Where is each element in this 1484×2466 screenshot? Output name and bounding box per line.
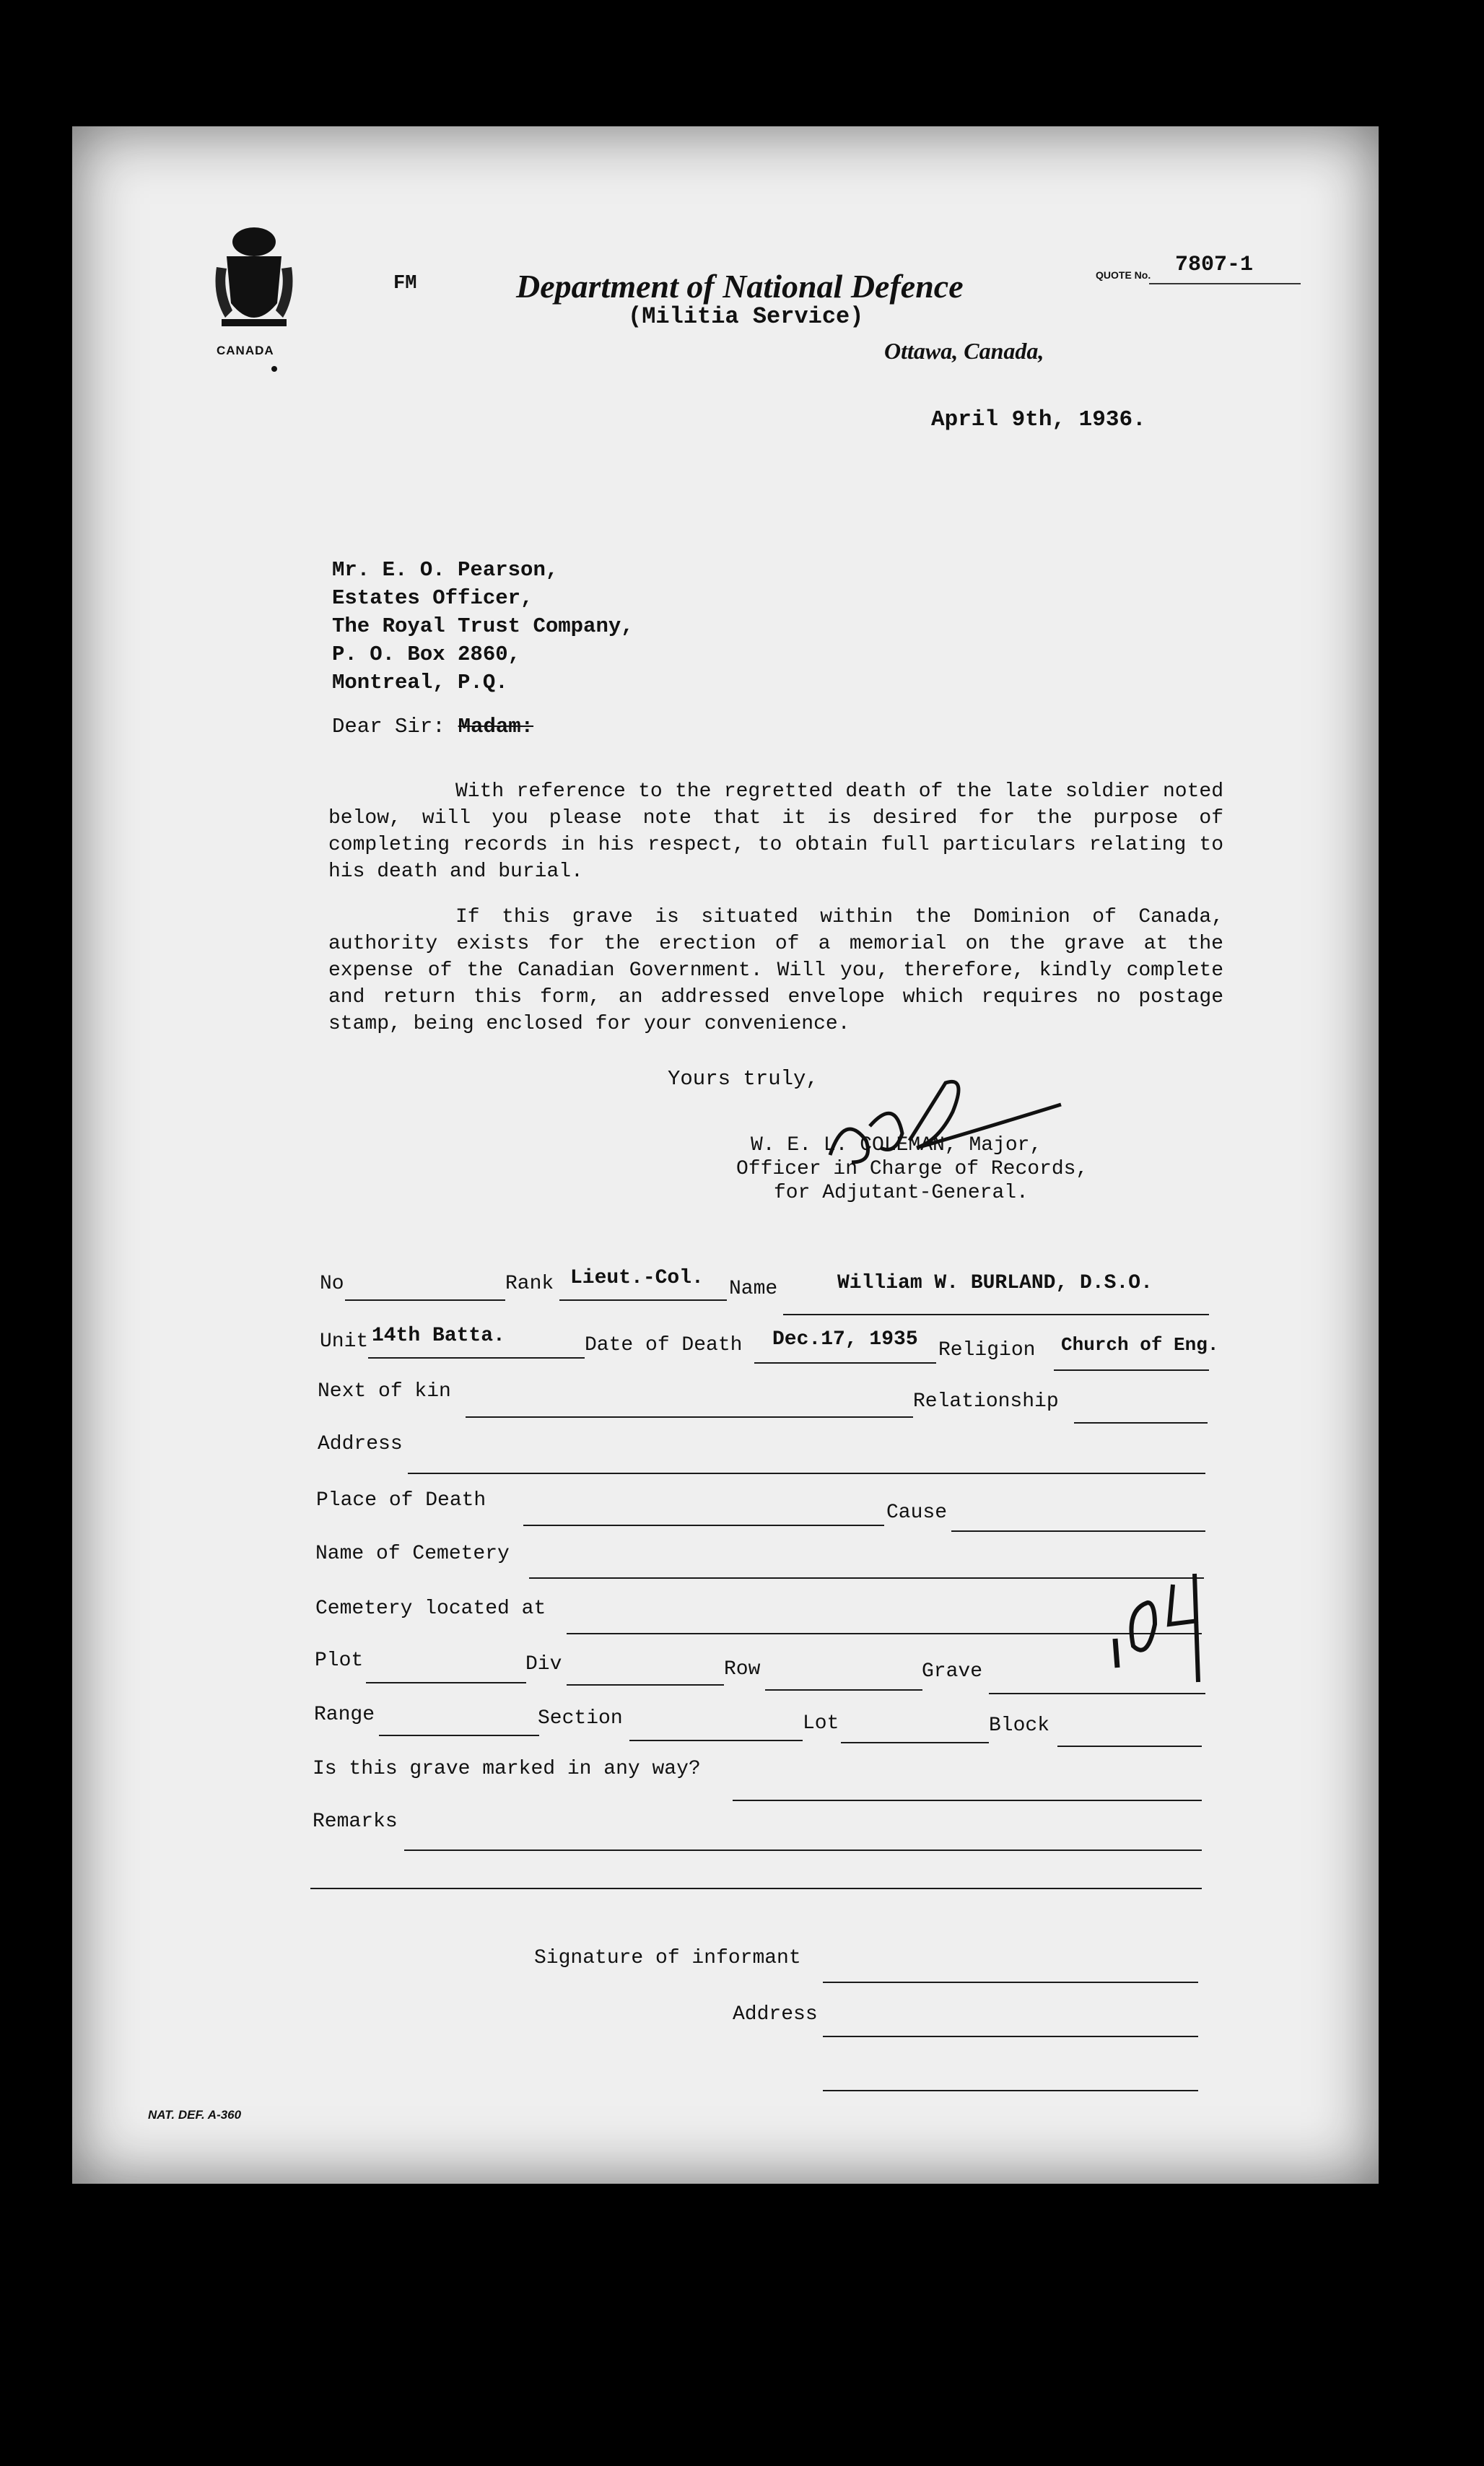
signatory-line: Officer in Charge of Records,	[736, 1158, 1088, 1180]
next-of-kin-label: Next of kin	[318, 1380, 451, 1403]
signatory-line: for Adjutant-General.	[774, 1182, 1029, 1204]
remarks-label: Remarks	[313, 1811, 398, 1833]
grave-field[interactable]	[989, 1693, 1205, 1694]
div-field[interactable]	[567, 1684, 724, 1686]
row-label: Row	[724, 1658, 761, 1681]
name-field[interactable]	[783, 1314, 1209, 1315]
informant-signature-field[interactable]	[823, 1982, 1198, 1983]
religion-field[interactable]	[1054, 1369, 1209, 1371]
lot-label: Lot	[803, 1712, 839, 1735]
crest-label: CANADA	[217, 344, 274, 357]
paragraph-2-text: If this grave is situated within the Dominion of Canada, authority exists for the erection of a memorial on the grave at the expense of the Canadian Government. Will you, therefore, kindly complete and return this form, an addressed envelope which requires no postage stamp, being enclosed for your convenience.	[328, 906, 1223, 1035]
crest-dot	[271, 366, 277, 372]
address-label: Address	[318, 1433, 403, 1455]
quote-number: 7807-1	[1175, 253, 1254, 277]
service-subtitle: (Militia Service)	[628, 303, 864, 330]
recipient-line: Montreal, P.Q.	[332, 671, 508, 694]
letter-city: Ottawa, Canada,	[884, 338, 1044, 364]
informant-address-field[interactable]	[823, 2036, 1198, 2037]
no-label: No	[320, 1273, 344, 1295]
plot-field[interactable]	[366, 1682, 526, 1683]
section-label: Section	[538, 1707, 623, 1730]
next-of-kin-field[interactable]	[466, 1416, 913, 1418]
body-paragraph-1	[328, 778, 1223, 885]
closing: Yours truly,	[668, 1067, 819, 1091]
no-field[interactable]	[345, 1299, 505, 1301]
salutation	[332, 715, 533, 739]
department-title: Department of National Defence	[516, 268, 964, 305]
cause-field[interactable]	[951, 1530, 1205, 1532]
cause-label: Cause	[886, 1502, 948, 1524]
paragraph-1-text: With reference to the regretted death of the late soldier noted below, will you please note that it is desired for the purpose of completing records in his respect, to obtain full particulars relating to his death and burial.	[328, 780, 1223, 883]
handwritten-note-icon	[1097, 1567, 1213, 1689]
canada-coat-of-arms-icon	[211, 217, 297, 339]
div-label: Div	[525, 1653, 562, 1676]
range-label: Range	[314, 1704, 375, 1726]
rank-label: Rank	[505, 1273, 554, 1295]
grave-label: Grave	[922, 1660, 983, 1683]
salutation-struck-out: Madam:	[458, 715, 534, 739]
recipient-line: The Royal Trust Company,	[332, 614, 634, 638]
religion-label: Religion	[938, 1339, 1036, 1361]
file-label: FM	[393, 273, 417, 295]
remarks-field[interactable]	[404, 1850, 1202, 1851]
row-field[interactable]	[765, 1689, 922, 1691]
grave-marked-label: Is this grave marked in any way?	[313, 1758, 701, 1780]
range-field[interactable]	[379, 1735, 539, 1736]
remarks-field-2[interactable]	[310, 1888, 1202, 1889]
body-paragraph-2	[328, 904, 1223, 1037]
rank-value: Lieut.-Col.	[570, 1267, 704, 1289]
place-of-death-field[interactable]	[523, 1525, 884, 1526]
cemetery-location-label: Cemetery located at	[315, 1598, 546, 1620]
recipient-line: P. O. Box 2860,	[332, 642, 521, 666]
lot-field[interactable]	[841, 1742, 989, 1743]
signatory-line: W. E. L. COLEMAN, Major,	[751, 1134, 1042, 1156]
informant-address-label: Address	[733, 2003, 818, 2026]
informant-address-field-2[interactable]	[823, 2090, 1198, 2091]
quote-underline	[1149, 283, 1301, 284]
religion-value: Church of Eng.	[1061, 1334, 1219, 1356]
date-of-death-value: Dec.17, 1935	[772, 1328, 918, 1351]
address-field[interactable]	[408, 1473, 1205, 1474]
document-page	[72, 126, 1379, 2184]
relationship-label: Relationship	[913, 1390, 1059, 1413]
relationship-field[interactable]	[1074, 1422, 1208, 1424]
section-field[interactable]	[629, 1740, 803, 1741]
recipient-line: Mr. E. O. Pearson,	[332, 558, 559, 582]
informant-signature-label: Signature of informant	[534, 1947, 801, 1969]
grave-marked-field[interactable]	[733, 1800, 1202, 1801]
cemetery-name-label: Name of Cemetery	[315, 1543, 510, 1565]
quote-label: QUOTE No.	[1096, 269, 1151, 281]
date-of-death-field[interactable]	[754, 1362, 936, 1364]
date-of-death-label: Date of Death	[585, 1334, 743, 1356]
recipient-address	[332, 556, 634, 697]
place-of-death-label: Place of Death	[316, 1489, 486, 1512]
name-label: Name	[729, 1278, 778, 1300]
plot-label: Plot	[315, 1650, 364, 1672]
name-value: William W. BURLAND, D.S.O.	[837, 1272, 1153, 1294]
unit-label: Unit	[320, 1330, 369, 1353]
handwritten-note-text	[1126, 1660, 1127, 1661]
letter-date: April 9th, 1936.	[931, 407, 1146, 432]
rank-field[interactable]	[559, 1299, 727, 1301]
recipient-line: Estates Officer,	[332, 586, 533, 610]
unit-field[interactable]	[368, 1357, 585, 1359]
salutation-text: Dear Sir:	[332, 715, 445, 739]
signatory-block	[736, 1133, 1088, 1205]
block-label: Block	[989, 1715, 1050, 1737]
unit-value: 14th Batta.	[372, 1325, 505, 1347]
block-field[interactable]	[1057, 1746, 1202, 1747]
form-number: NAT. DEF. A-360	[148, 2108, 242, 2122]
